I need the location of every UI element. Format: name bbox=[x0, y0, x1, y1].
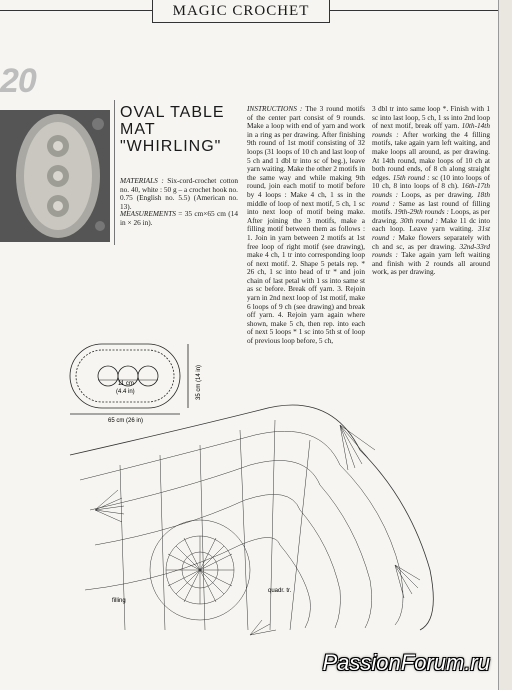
rounds-16-17-text: Loops, as per drawing. bbox=[398, 189, 478, 199]
materials-body: Six-cord-crochet cotton no. 40, white : 50 g – a crochet hook no. 0.75 (English no. 5.5) (American no. 13). bbox=[120, 176, 238, 211]
round-30-label: 30th round : bbox=[400, 215, 438, 225]
round-31-label: 31st round : bbox=[372, 224, 490, 242]
round-15-text: sc (10 into loops of 10 ch, 8 into loops of 8 ch). bbox=[372, 172, 491, 191]
measurements-body: = 35 cm×65 cm (14 in × 26 in). bbox=[120, 209, 238, 227]
oval-schematic bbox=[70, 344, 188, 414]
watermark: PassionForum.ru bbox=[322, 650, 490, 675]
measurements-label: MEASUREMENTS bbox=[120, 209, 176, 218]
quadr-tr-label: quadr. tr. bbox=[268, 588, 292, 594]
central-flower-motif bbox=[150, 520, 250, 620]
instructions-label: INSTRUCTIONS : bbox=[247, 104, 303, 113]
instructions-column-2 bbox=[372, 105, 490, 277]
title-line-2: MAT bbox=[120, 121, 156, 138]
column-divider bbox=[114, 100, 115, 245]
round-30-text: Make 11 dc into each loop. Leave yarn waiting. bbox=[372, 215, 490, 234]
materials-label: MATERIALS : bbox=[120, 176, 164, 185]
instructions-part-2: 3 dbl tr into same loop *. Finish with 1 sc into last loop, 5 ch, 1 ss into 2nd loop of next motif, break off yarn. bbox=[372, 104, 490, 131]
dim-center-inch-label: (4.4 in) bbox=[116, 389, 135, 395]
magazine-title: MAGIC CROCHET bbox=[152, 0, 330, 23]
round-31-text: Make flowers separately with ch and sc, as per drawing. bbox=[372, 232, 491, 251]
pattern-number: 20 bbox=[0, 62, 36, 100]
rounds-32-33-label: 32nd-33rd rounds : bbox=[372, 241, 490, 260]
crochet-diagram bbox=[0, 330, 498, 690]
stitch-chart bbox=[70, 405, 433, 630]
round-18-text: Same as last round of filling motifs. bbox=[372, 198, 490, 217]
instructions-part-1: The 3 round motifs of the center part consist of 9 rounds. Make a loop with end of yarn and work in a ring as per drawing. After finishing 9th round of 1st motif consisting of 32 loops (31 loops of 10 ch and last loop of 5 ch and 1 dbl tr into sc of beg.), leave yarn waiting. Make the other 2 motifs in the same way and while making 9th round, join each motif to motif before by 4 loops : Make 4 ch, 1 ss in the middle of loop of next motif, 5 ch, 1 sc into next loop of motif being make. After joining the 3 motifs, make a filling motif between them as follows : 1. Join in yarn between 2 motifs at 1st free loop of right motif (see drawing), make 4 ch, 1 tr into corresponding loop of next motif. 2. Shape 5 petals rep. * 26 ch, 1 sc into head of tr * and join chain of last petal with 1 ss into same st as sc before. Break off yarn. 3. Rejoin yarn in 2nd next loop of 1st motif, make 6 loops of 9 ch (see drawing) and break off yarn. 4. Rejoin yarn again where shown, make 5 ch, then rep. into each of next 5 loops * 1 sc into 5th st of loop of previous loop before, 5 ch, bbox=[247, 104, 365, 346]
mat-photo bbox=[0, 110, 110, 242]
dim-center-label: 11 cm bbox=[118, 381, 134, 387]
rounds-16-17-label: 16th-17th rounds : bbox=[372, 181, 490, 199]
filling-label: filling bbox=[112, 598, 126, 604]
rounds-32-33-text: Take again yarn left waiting and finish with 2 rounds all around work, as per drawing. bbox=[372, 250, 490, 277]
rounds-19-29-label: 19th-29th rounds : bbox=[394, 207, 449, 217]
dim-height-label: 35 cm (14 in) bbox=[196, 364, 202, 400]
page-edge-bar bbox=[498, 0, 512, 690]
mat-photo-image bbox=[0, 110, 110, 242]
rounds-19-29-text: Loops, as per drawing. bbox=[372, 207, 491, 225]
fan-motifs bbox=[95, 425, 420, 635]
dim-width-label: 65 cm (26 in) bbox=[108, 418, 144, 424]
instructions-column-1 bbox=[247, 105, 365, 346]
measurements-text bbox=[120, 210, 238, 227]
rounds-10-14-text: After working the 4 filling motifs, take again yarn left waiting, and make loops all around, as per drawing. At 14th round, make loops of 10 ch at both round ends, of 8 ch along straight edges. bbox=[372, 129, 490, 182]
title-line-3: "WHIRLING" bbox=[120, 138, 222, 155]
round-18-label: 18th round : bbox=[372, 189, 490, 208]
title-line-1: OVAL TABLE bbox=[120, 104, 225, 121]
round-15-label: 15th round : bbox=[392, 172, 430, 182]
materials-text bbox=[120, 177, 238, 211]
pattern-title bbox=[120, 104, 240, 155]
rounds-10-14-label: 10th-14th rounds : bbox=[372, 121, 490, 139]
